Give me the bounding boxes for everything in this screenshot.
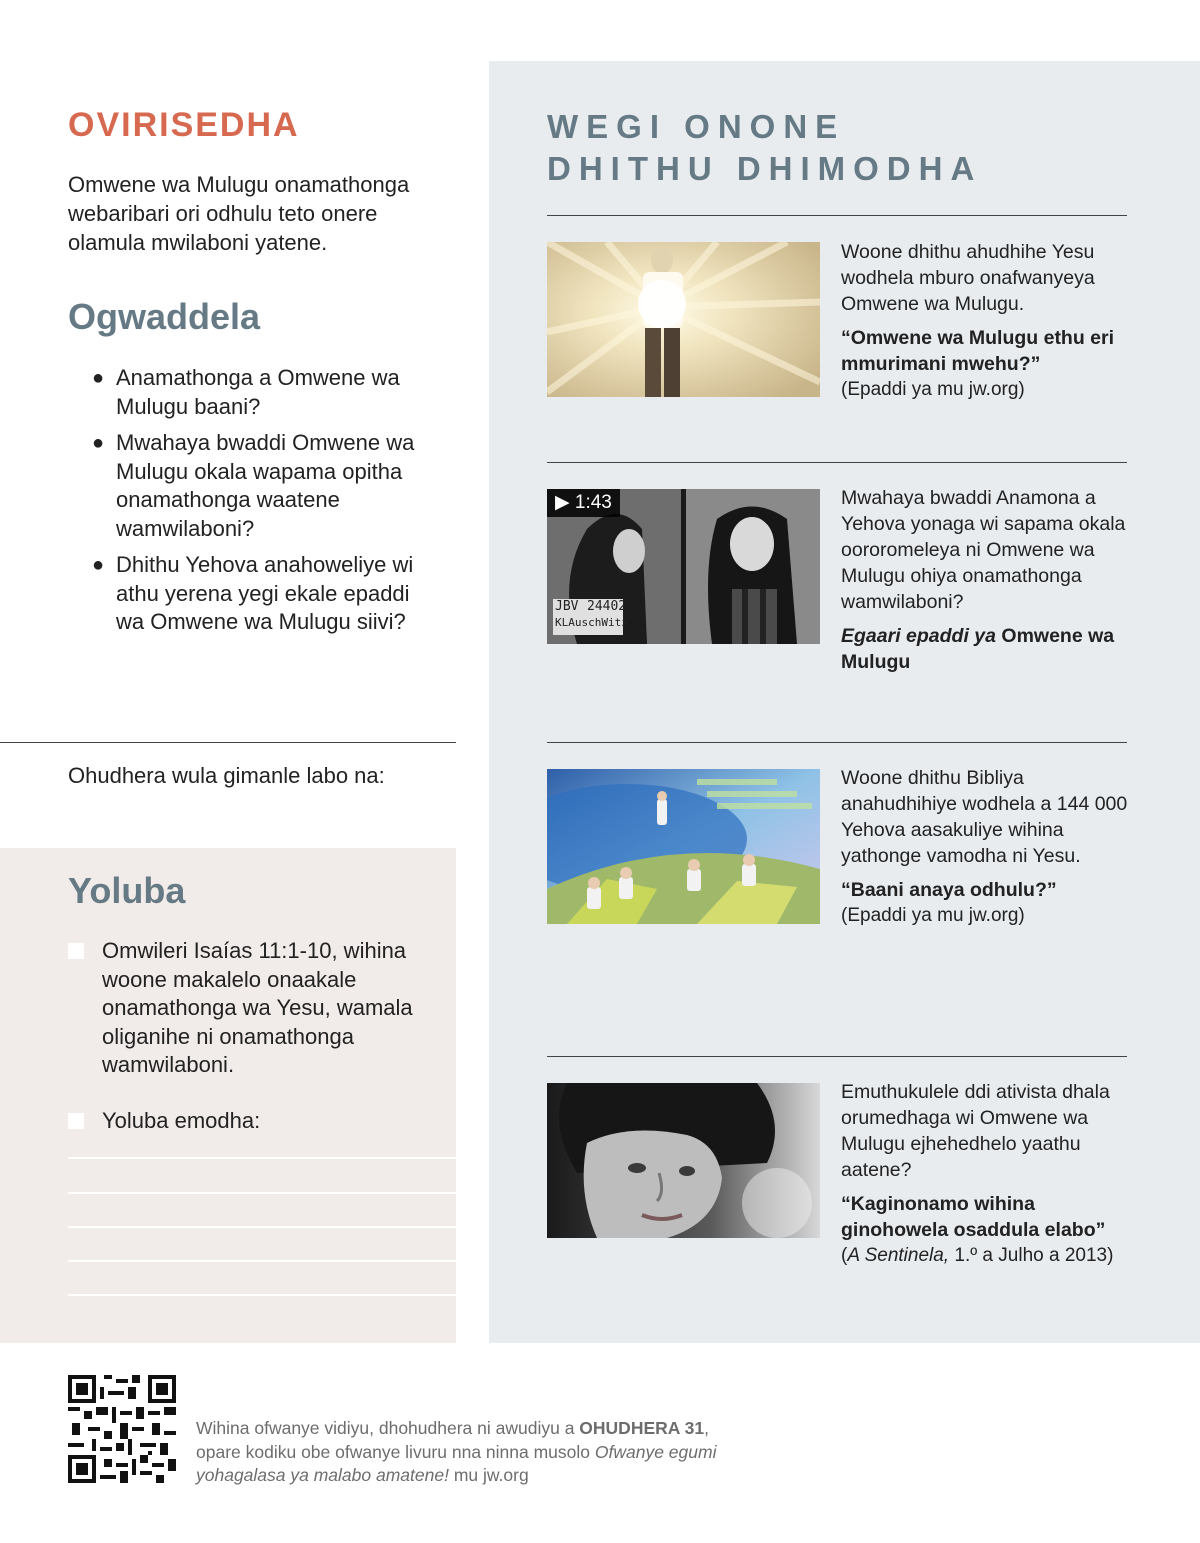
summary-heading: OVIRISEDHA (68, 106, 300, 144)
footer-note: Wihina ofwanye vidiyu, dhohudhera ni awudiyu a OHUDHERA 31, opare kodiku obe ofwanye livuru nna ninna musolo Ofwanye egumi yohagalasa ya malabo amatene! mu jw.org (196, 1418, 717, 1485)
video-duration-badge: ▶ 1:43 (547, 489, 620, 517)
article-source: (Epaddi ya mu jw.org) (841, 905, 1025, 926)
heaven-illustration (547, 769, 820, 924)
mugshot-camp: KLAuschWitz (555, 616, 628, 629)
section-divider (547, 742, 1127, 743)
video-item (841, 485, 1131, 675)
video-description: Mwahaya bwaddi Anamona a Yehova yonaga wi sapama okala oororomeleya ni Omwene wa Mulugu ohiya onamathonga wamwilaboni? (841, 487, 1126, 613)
task-text: Yoluba emodha: (102, 1108, 261, 1133)
article-source: (A Sentinela, 1.º a Julho a 2013) (841, 1245, 1114, 1266)
video-title[interactable]: Egaari epaddi ya Omwene wa Mulugu (841, 625, 1115, 673)
review-question: ● Anamathonga a Omwene wa Mulugu baani? (92, 365, 400, 419)
review-heading: Ogwaddela (68, 296, 261, 337)
review-questions (92, 364, 437, 645)
section-divider (547, 215, 1127, 216)
practice-heading: Yoluba (68, 870, 186, 911)
checkbox[interactable] (68, 1113, 84, 1129)
bullet-icon: ● (92, 367, 105, 389)
bullet-icon: ● (92, 554, 105, 576)
writing-line (68, 1226, 456, 1228)
video-thumbnail-loyalty[interactable] (547, 489, 820, 644)
checkbox[interactable] (68, 943, 84, 959)
article-title[interactable]: “Baani anaya odhulu?” (841, 879, 1057, 901)
explore-heading: WEGI ONONE DHITHU DHIMODHA (547, 108, 983, 187)
section-divider (547, 1056, 1127, 1057)
qr-code-icon[interactable] (68, 1375, 176, 1483)
article-thumbnail-activist[interactable] (547, 1083, 820, 1238)
article-item (841, 1079, 1131, 1269)
writing-line (68, 1157, 456, 1159)
section-divider (547, 462, 1127, 463)
practice-panel-background (0, 848, 456, 1343)
summary-text: Omwene wa Mulugu onamathonga webaribari ori odhulu teto onere olamula mwilaboni yatene. (68, 172, 410, 255)
article-description: Emuthukulele ddi ativista dhala orumedhaga wi Omwene wa Mulugu ejhehedhelo yaathu aatene? (841, 1081, 1110, 1181)
task-checkbox-item[interactable] (68, 937, 438, 1080)
writing-line (68, 1294, 456, 1296)
writing-line (68, 1260, 456, 1262)
section-divider (0, 742, 456, 743)
review-question: ● Mwahaya bwaddi Omwene wa Mulugu okala wapama opitha onamathonga waatene wamwilaboni? (92, 430, 415, 541)
article-item (841, 765, 1131, 929)
bullet-icon: ● (92, 432, 105, 454)
review-question: ● Dhithu Yehova anahoweliye wi athu yerena yegi ekale epaddi wa Omwene wa Mulugu siivi? (92, 552, 414, 634)
article-thumbnail-heaven[interactable] (547, 769, 820, 924)
article-title[interactable]: “Kaginonamo wihina ginohowela osaddula elabo” (841, 1193, 1106, 1241)
task-text: Omwileri Isaías 11:1-10, wihina woone makalelo onaakale onamathonga wa Yesu, wamala oliganihe ni onamathonga wamwilaboni. (102, 938, 413, 1077)
article-item (841, 239, 1131, 403)
mugshot-number: 24402 (587, 599, 627, 614)
article-description: Woone dhithu Bibliya anahudhihiye wodhela a 144 000 Yehova aasakuliye wihina yathonge vamodha ni Yesu. (841, 767, 1128, 867)
writing-line (68, 1192, 456, 1194)
article-description: Woone dhithu ahudhihe Yesu wodhela mburo onafwanyeya Omwene wa Mulugu. (841, 241, 1095, 315)
article-title[interactable]: “Omwene wa Mulugu ethu eri mmurimani mwehu?” (841, 327, 1115, 375)
woman-portrait-photo (547, 1083, 820, 1238)
article-source: (Epaddi ya mu jw.org) (841, 379, 1025, 400)
glowing-man-illustration (547, 242, 820, 397)
task-checkbox-item[interactable] (68, 1107, 438, 1136)
article-thumbnail-kingdom-heart[interactable] (547, 242, 820, 397)
qr-code-graphic (68, 1375, 176, 1483)
learned-prompt: Ohudhera wula gimanle labo na: (68, 763, 385, 788)
mugshot-code: JBV (555, 599, 579, 614)
